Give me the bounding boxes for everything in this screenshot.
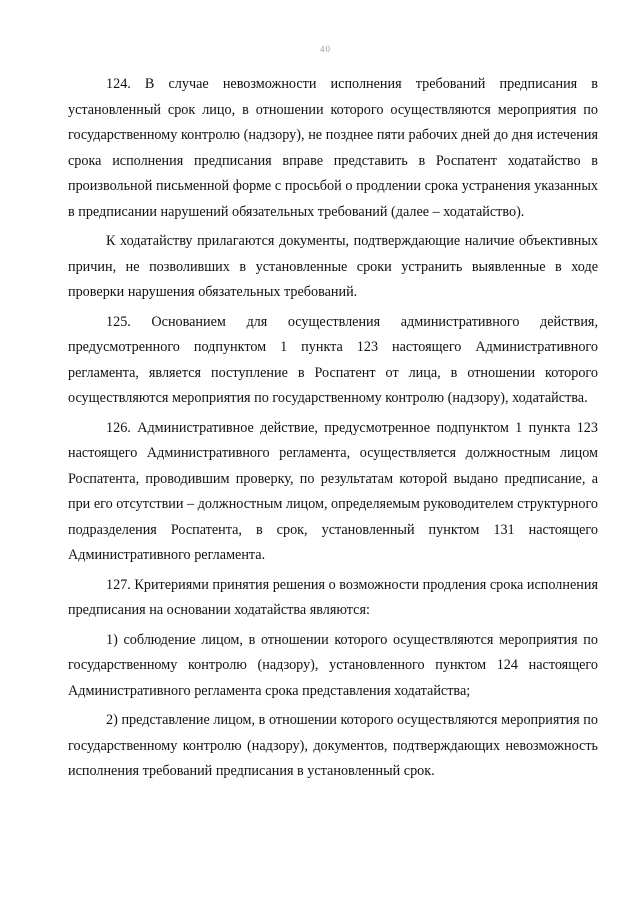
paragraph-124: 124. В случае невозможности исполнения требований предписания в установленный срок лицо, в отношении которого осуществляются мероприятия по государственному контролю (надзору), не позднее пяти рабочих дней до дня истечения срока исполнения предписания вправе представить в Роспатент ходатайство в произвольной письменной форме с просьбой о продлении срока устранения указанных в предписании нарушений обязательных требований (далее – ходатайство). [68, 76, 598, 220]
document-body [68, 72, 598, 789]
paragraph-127-item-1: 1) соблюдение лицом, в отношении которого осуществляются мероприятия по государственному контролю (надзору), установленного пунктом 124 настоящего Административного регламента срока представления ходатайства; [68, 631, 598, 699]
paragraph-124-attachments: К ходатайству прилагаются документы, подтверждающие наличие объективных причин, не позволивших в установленные сроки устранить выявленные в ходе проверки нарушения обязательных требований. [68, 233, 598, 300]
paragraph-126: 126. Административное действие, предусмотренное подпунктом 1 пункта 123 настоящего Административного регламента, осуществляется должностным лицом Роспатента, проводившим проверку, по результатам которой выдано предписание, а при его отсутствии – должностным лицом, определяемым руководителем структурного подразделения Роспатента, в срок, установленный пунктом 131 настоящего Административного регламента. [68, 419, 598, 563]
paragraph-127-item-2: 2) представление лицом, в отношении которого осуществляются мероприятия по государственному контролю (надзору), документов, подтверждающих невозможность исполнения требований предписания в установленный срок. [68, 712, 598, 779]
paragraph-125: 125. Основанием для осуществления административного действия, предусмотренного подпунктом 1 пункта 123 настоящего Административного регламента, является поступление в Роспатент от лица, в отношении которого осуществляются мероприятия по государственному контролю (надзору), ходатайства. [68, 313, 598, 406]
page-number: 40 [320, 44, 331, 54]
paragraph-127: 127. Критериями принятия решения о возможности продления срока исполнения предписания на основании ходатайства являются: [68, 576, 598, 618]
